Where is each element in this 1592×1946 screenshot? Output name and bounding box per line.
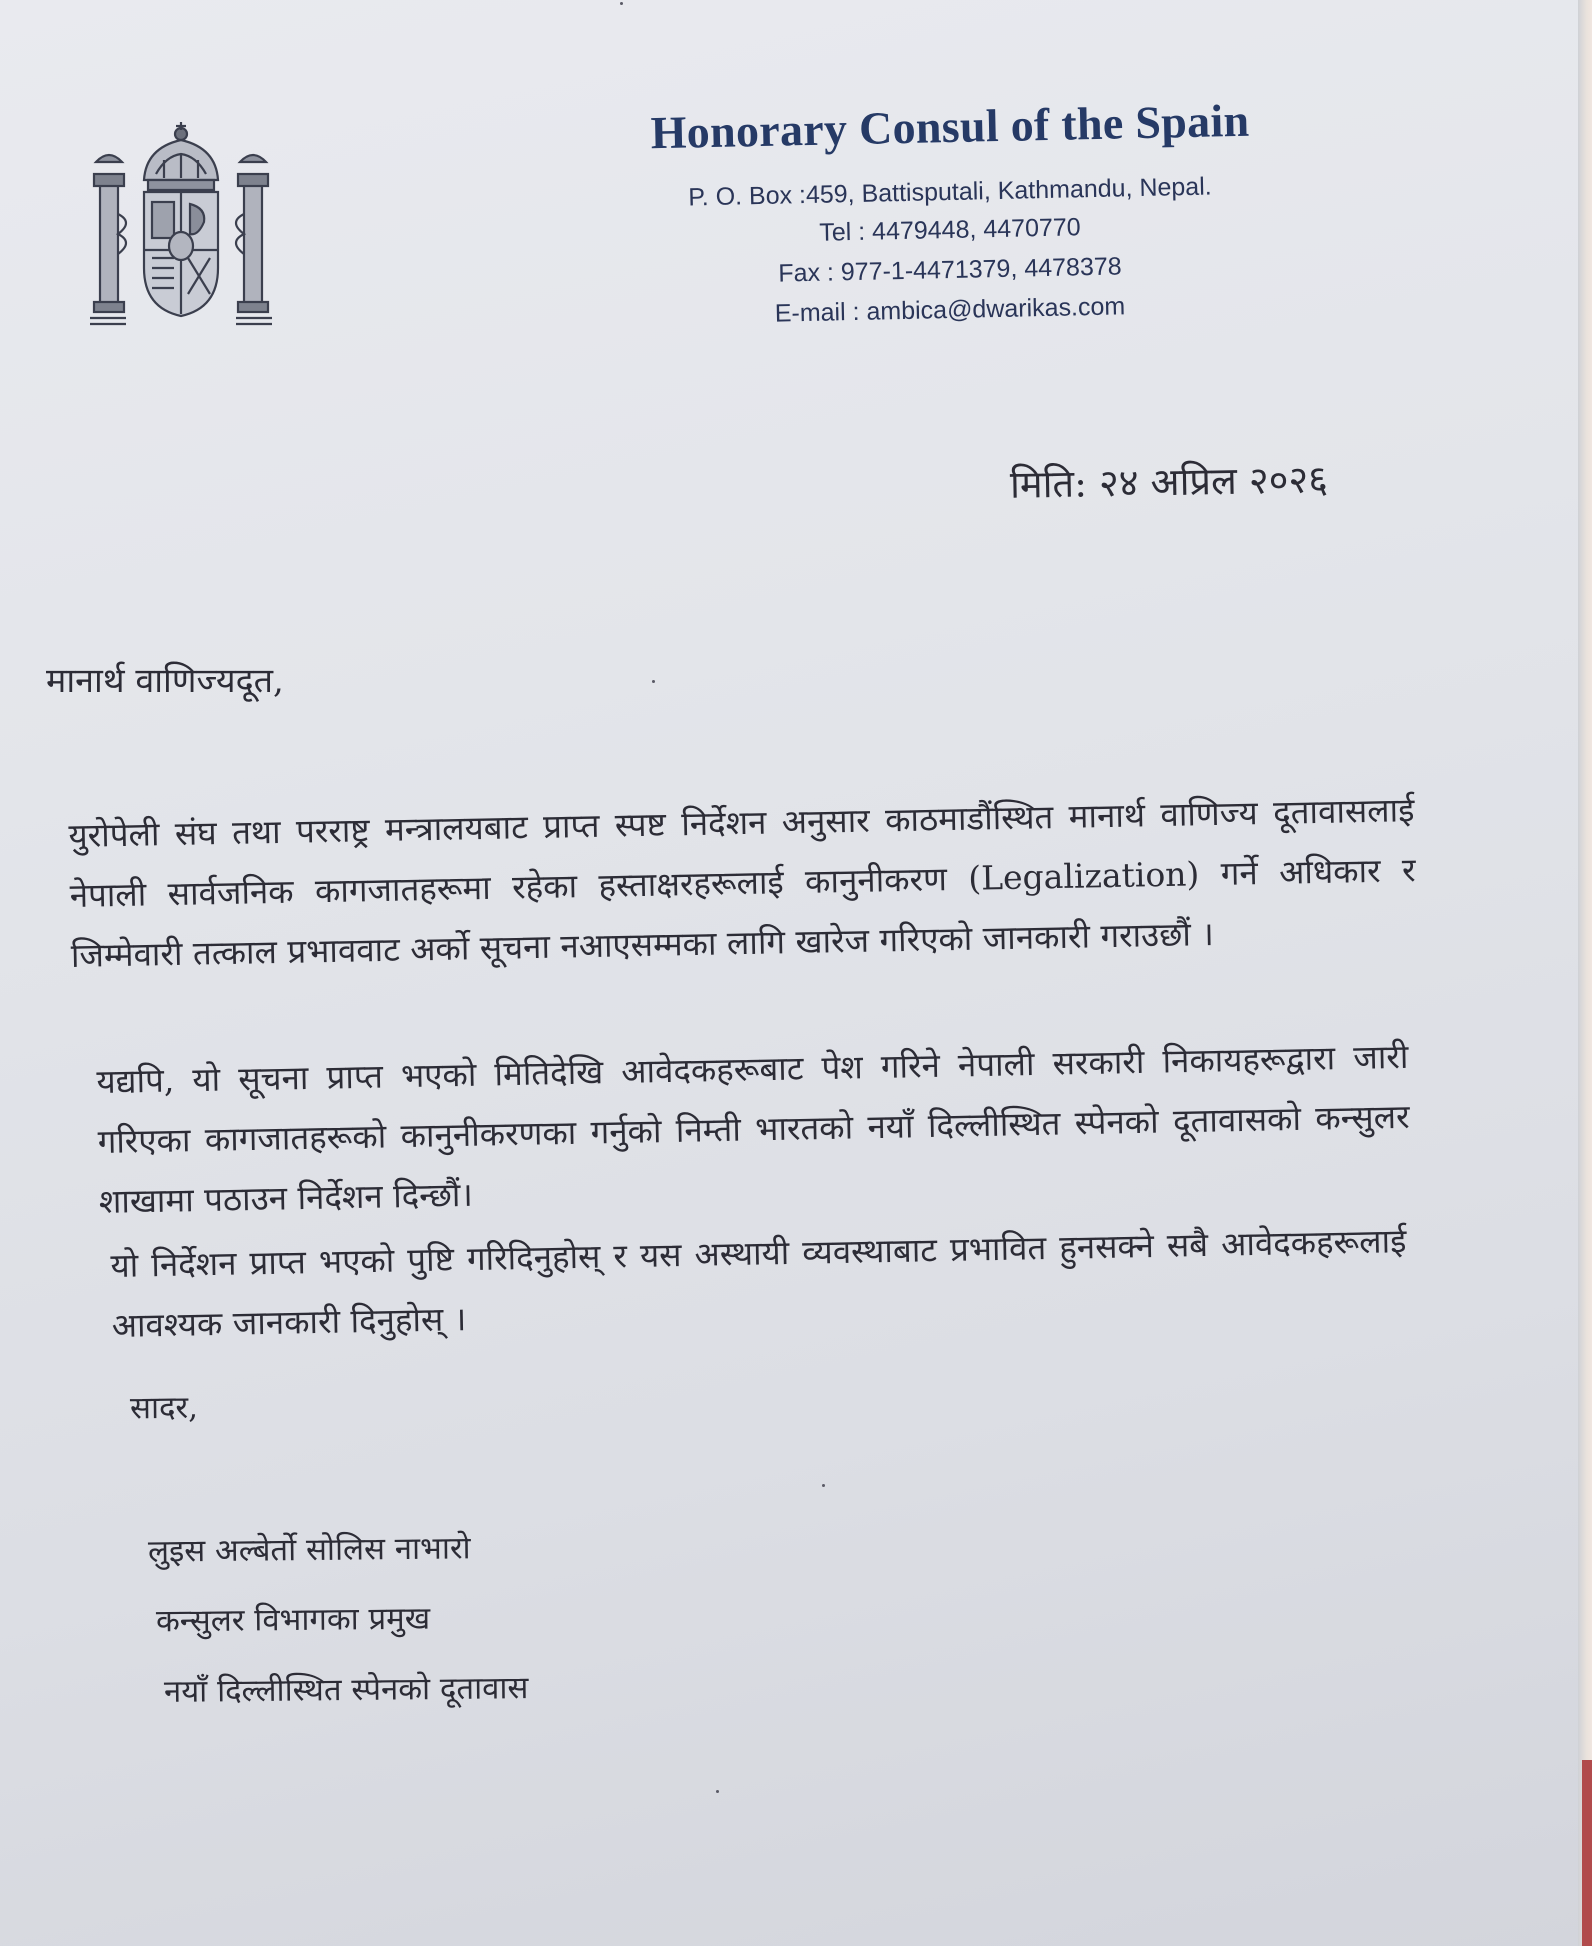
letter-date: मिति: २४ अप्रिल २०२६ [1009,457,1329,507]
consulate-fax: Fax : 977-1-4471379, 4478378 [778,252,1122,288]
background-edge [1582,1760,1592,1946]
consulate-address: P. O. Box :459, Battisputali, Kathmandu, Nepal. [688,172,1212,212]
paper-speck [822,1484,825,1487]
body-paragraph-1: युरोपेली संघ तथा परराष्ट्र मन्त्रालयबाट प्राप्त स्पष्ट निर्देशन अनुसार काठमाडौंस्थित मानार्थ वाणिज्य दूतावासलाई नेपाली सार्वजनिक कागजातहरूमा रहेका हस्ताक्षरहरूलाई कानुनीकरण (Legalization) गर्ने अधिकार र जिम्मेवारी तत्काल प्रभाववाट अर्को सूचना नआएसम्मका लागि खारेज गरिएको जानकारी गराउछौं । [68,790,1416,975]
paper-speck [716,1790,719,1793]
signatory-organization: नयाँ दिल्लीस्थित स्पेनको दूतावास [163,1670,529,1710]
closing: सादर, [129,1389,199,1427]
paper-edge [1578,0,1592,1946]
paper-speck [652,680,655,683]
body-paragraph-3: यो निर्देशन प्राप्त भएको पुष्टि गरिदिनुहोस् र यस अस्थायी व्यवस्थाबाट प्रभावित हुनसक्ने सबै आवेदकहरूलाई आवश्यक जानकारी दिनुहोस् । [110,1221,1407,1345]
signatory-name: लुइस अल्बेर्तो सोलिस नाभारो [147,1530,471,1570]
consulate-tel: Tel : 4479448, 4470770 [819,213,1081,247]
body-paragraph-2: यद्यपि, यो सूचना प्राप्त भएको मितिदेखि आवेदकहरूबाट पेश गरिने नेपाली सरकारी निकायहरूद्वारा जारी गरिएका कागजातहरूको कानुनीकरणका गर्नुको निम्ती भारतको नयाँ दिल्लीस्थित स्पेनको दूतावासको कन्सुलर शाखामा पठाउन निर्देशन दिन्छौं। [96,1036,1410,1221]
signatory-role: कन्सुलर विभागका प्रमुख [155,1600,431,1640]
consulate-email: E-mail : ambica@dwarikas.com [774,292,1126,328]
salutation: मानार्थ वाणिज्यदूत, [46,661,284,701]
paper-speck [620,2,623,5]
consulate-title: Honorary Consul of the Spain [650,94,1250,159]
spanish-coat-of-arms-icon [86,118,276,328]
